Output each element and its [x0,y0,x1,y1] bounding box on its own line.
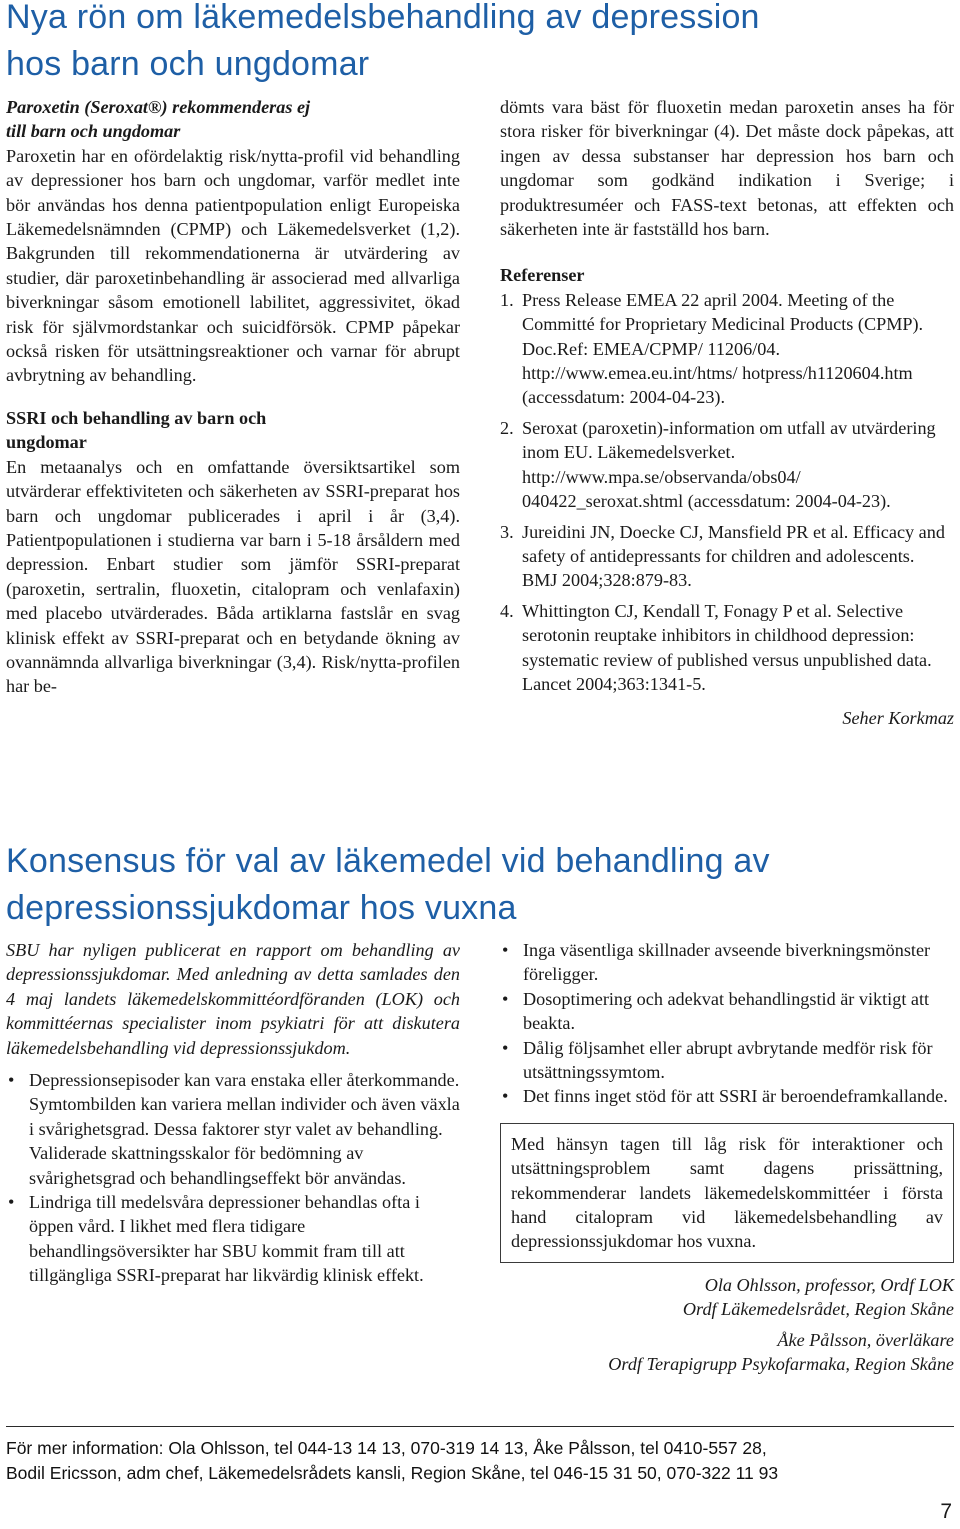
footer-line2: Bodil Ericsson, adm chef, Läkemedelsrådets kansli, Region Skåne, tel 046-15 31 50, 070-322 11 93 [6,1463,779,1483]
footer-divider [6,1426,954,1427]
reference-text: Press Release EMEA 22 april 2004. Meeting of the Committé for Proprietary Medicinal Products (CPMP). Doc.Ref: EMEA/CPMP/ 11206/04. http://www.emea.eu.int/htms/ hotpress/h1120604.htm (accessdatum: 2004-04-23). [522,289,924,408]
bullet-item: • Depressionsepisoder kan vara enstaka eller återkommande. Symtombilden kan variera mellan individer och även växla i svårighetsgrad. Dessa faktorer styr valet av behandling. Validerade skattningsskalor för bedömning av svårighetsgrad och behandlingseffekt bör användas. [6,1068,460,1190]
article2-left-column [6,938,460,1288]
signature-1-line2: Ordf Läkemedelsrådet, Region Skåne [682,1299,954,1320]
article1-author: Seher Korkmaz [842,708,954,729]
reference-number: 3. [500,521,514,542]
reference-number: 1. [500,289,514,310]
reference-item [500,599,954,697]
signature-2-line1: Åke Pålsson, överläkare [777,1329,954,1350]
references-list [500,288,954,697]
signature-2-line2: Ordf Terapigrupp Psykofarmaka, Region Skåne [608,1354,954,1375]
article1-title [6,0,956,88]
subheading-paroxetin-line1: Paroxetin (Seroxat®) rekommenderas ej [6,97,311,117]
signatures [500,1273,954,1377]
bullet-item: • Dosoptimering och adekvat behandlingstid är viktigt att beakta. [500,987,954,1036]
paragraph-ssri: En metaanalys och en omfattande översiktsartikel som utvärderar effektiviteten och säkerheten av SSRI-preparat hos barn och ungdomar publicerades i april i år (3,4). Patientpopulationen i studierna var barn i 5-18 årsåldern med depression. Enbart studier som jämför SSRI-preparat (paroxetin, sertralin, fluoxetin, citalopram och venlafaxin) med placebo utvärderades. Båda artiklarna fastslår en svag klinisk effekt av SSRI-preparat och en betydande ökning av ovannämnda allvarliga biverkningar (3,4). Risk/nytta-profilen har be- [6,456,460,697]
paragraph-paroxetin: Paroxetin har en ofördelaktig risk/nytta-profil vid behandling av depressioner hos barn och ungdomar, varför medlet inte bör användas hos denna patientpopulation enligt Europeiska Läkemedelsnämnden (CPMP) och Läkemedelsverket (1,2). Bakgrunden till rekommendationerna är utvärdering av studier, där paroxetinbehandling är associerad med allvarliga biverkningar såsom emotionell labilitet, aggressivitet, ökad risk för självmordstankar och suicidförsök. CPMP påpekar också risken för utsättningsreaktioner och varnar för abrupt avbrytning av behandling. [6,145,460,386]
reference-number: 4. [500,600,514,621]
recommendation-box [500,1123,954,1263]
bullet-item: • Det finns inget stöd för att SSRI är beroendeframkallande. [500,1084,954,1108]
bullet-continuation [500,938,954,987]
bullet-list-right [500,938,954,1109]
footer-contact [6,1436,956,1486]
reference-text: Seroxat (paroxetin)-information om utfall av utvärdering inom EU. Läkemedelsverket. http://www.mpa.se/observanda/obs04/ 040422_seroxat.shtml (accessdatum: 2004-04-23). [522,417,936,512]
article2-intro: SBU har nyligen publicerat en rapport om behandling av depressionssjukdomar. Med anledning av detta samlades den 4 maj landets läkemedelskommittéordföranden (LOK) och kommittéernas specialister inom psykiatri för att diskutera läkemedelsbehandling vid depressionssjukdom. [6,940,460,1058]
reference-text: Jureidini JN, Doecke CJ, Mansfield PR et al. Efficacy and safety of antidepressants for children and adolescents. BMJ 2004;328:879-83. [522,521,945,591]
bullet-list-left [6,1068,460,1288]
page-number: 7 [940,1500,952,1523]
article2-title-line2: depressionssjukdomar hos vuxna [6,889,517,927]
reference-item [500,520,954,593]
reference-item [500,416,954,514]
bullet-continuation-text: Inga väsentliga skillnader avseende biverkningsmönster föreligger. [523,940,931,985]
article1-title-line1: Nya rön om läkemedelsbehandling av depression [6,0,760,36]
references-heading: Referenser [500,265,585,286]
recommendation-text: Med hänsyn tagen till låg risk för interaktioner och utsättningsproblem samt dagens prissättning, rekommenderar landets läkemedelskommittéer i första hand citalopram vid läkemedelsbehandling av depressionssjukdomar hos vuxna. [511,1133,943,1252]
footer-line1: För mer information: Ola Ohlsson, tel 044-13 14 13, 070-319 14 13, Åke Pålsson, tel 0410-557 28, [6,1438,767,1458]
bullet-item: • Dålig följsamhet eller abrupt avbrytande medför risk för utsättningssymtom. [500,1036,954,1085]
signature-1-line1: Ola Ohlsson, professor, Ordf LOK [704,1274,954,1295]
reference-text: Whittington CJ, Kendall T, Fonagy P et al. Selective serotonin reuptake inhibitors in childhood depression: systematic review of published versus unpublished data. Lancet 2004;363:1341-5. [522,600,932,694]
subheading-ssri-line2: ungdomar [6,432,87,453]
bullet-item: • Lindriga till medelsvåra depressioner behandlas ofta i öppen vård. I likhet med flera tidigare behandlingsöversikter har SBU kommit fram till att tillgängliga SSRI-preparat har likvärdig klinisk effekt. [6,1190,460,1288]
reference-item [500,288,954,410]
subheading-ssri [6,406,460,455]
paragraph-continued: dömts vara bäst för fluoxetin medan paroxetin anses ha för stora risker för biverkningar (4). Det måste dock påpekas, att ingen av dessa substanser har depression hos barn och ungdomar som godkänd indikation i Sverige; i produktresuméer och FASS-text betonas, att effekten och säkerheten inte är fastställd hos barn. [500,97,954,240]
article2-title [6,838,956,932]
article2-title-line1: Konsensus för val av läkemedel vid behandling av [6,842,770,880]
subheading-ssri-line1: SSRI och behandling av barn och [6,407,267,428]
article1-left-column [6,95,460,699]
reference-number: 2. [500,417,514,438]
article1-title-line2: hos barn och ungdomar [6,45,370,83]
article2-right-column [500,938,954,1377]
article1-right-column [500,95,954,731]
subheading-paroxetin-line2: till barn och ungdomar [6,121,181,142]
subheading-paroxetin [6,95,460,144]
